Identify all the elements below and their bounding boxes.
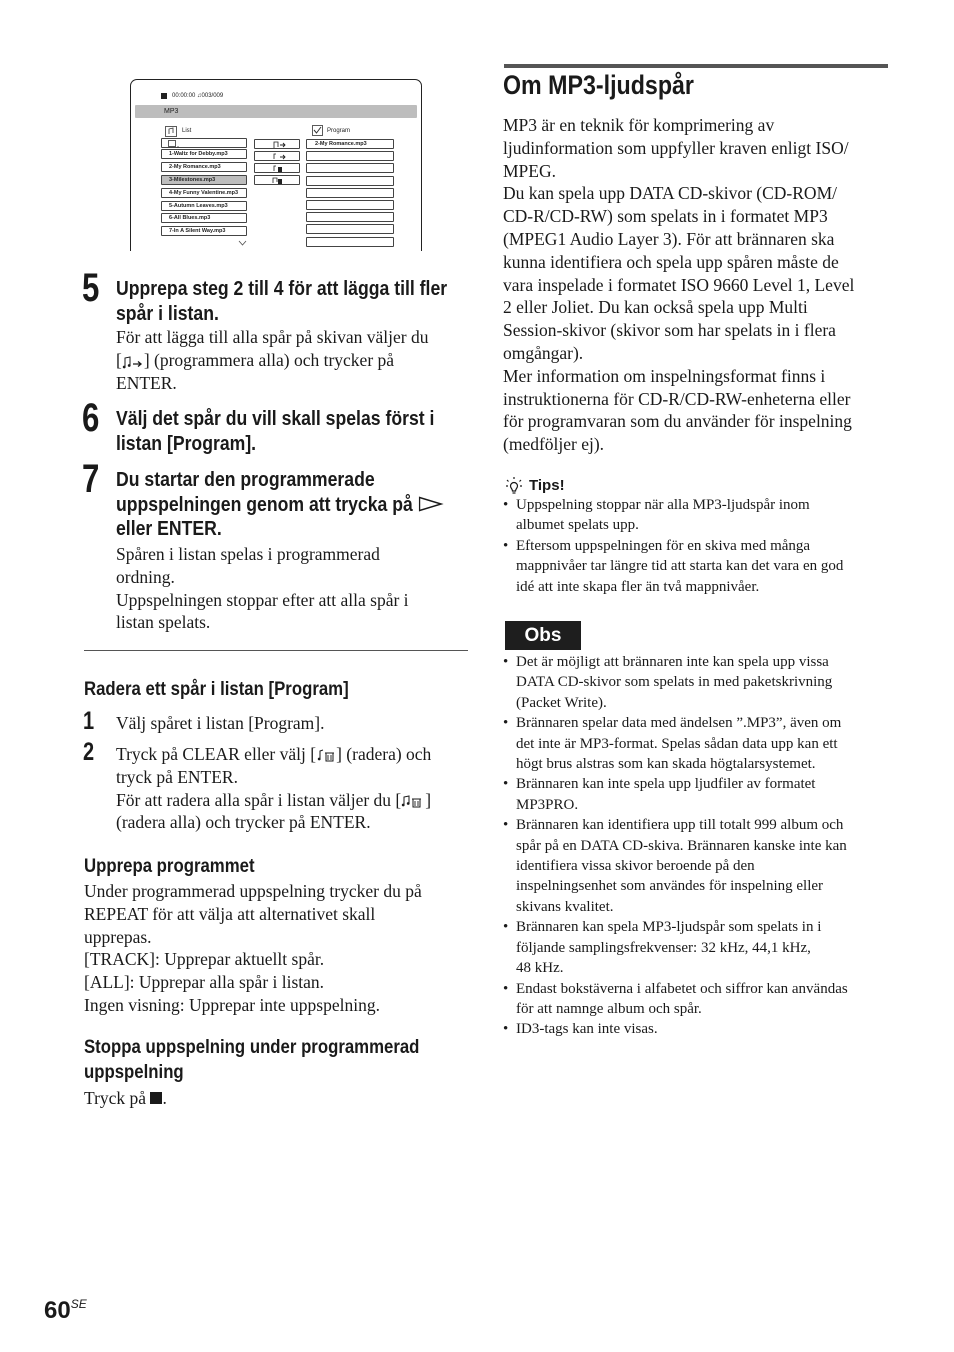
text-line: för programvaran som du använder för inspelning bbox=[503, 411, 852, 432]
list-item[interactable] bbox=[161, 162, 247, 172]
program-slot[interactable] bbox=[306, 188, 394, 198]
text-line: för att namnge album och spår. bbox=[516, 1000, 702, 1017]
text-line: • Eftersom uppspelningen för en skiva med många bbox=[516, 537, 811, 554]
section-body: Under programmerad uppspelning trycker du på REPEAT för att välja att alternativet skall upprepas. [TRACK]: Upprepar aktuellt spår. [ALL]: Upprepar alla spår i listan. Ingen visning: Upprepar inte uppspelning. bbox=[84, 881, 422, 1015]
text-line: spår på en DATA CD-skiva. Brännaren kanske inte kan bbox=[516, 837, 847, 854]
step-number: 5 bbox=[82, 266, 100, 310]
folder-up-icon bbox=[168, 140, 180, 148]
section-body: Tryck på . bbox=[84, 1088, 167, 1108]
page-number: $60^{SE}$ bbox=[44, 1297, 87, 1324]
text-line: • Brännaren kan spela MP3-ljudspår som spelats in i bbox=[516, 919, 822, 936]
text-line: idé att inte skapa fler än två mappnivåer. bbox=[516, 578, 760, 595]
bullet-item bbox=[503, 1019, 848, 1039]
bullet-item bbox=[503, 979, 848, 1020]
program-button[interactable] bbox=[254, 151, 300, 161]
text-line: DATA CD-skivor som spelats in med paketskrivning bbox=[516, 674, 833, 691]
bullet-item bbox=[503, 774, 848, 815]
program-all-icon bbox=[122, 355, 144, 369]
program-item-label: 2-My Romance.mp3 bbox=[315, 141, 367, 147]
section-heading: Upprepa programmet bbox=[84, 855, 255, 877]
text-line: MPEG. bbox=[503, 160, 556, 181]
note-icon bbox=[165, 126, 177, 137]
play-icon bbox=[418, 496, 444, 512]
page-title: Om MP3-ljudspår bbox=[503, 70, 694, 100]
step-title: Du startar den programmerade uppspelningen genom att trycka på eller ENTER. bbox=[116, 468, 444, 542]
text-line: • Brännaren spelar data med ändelsen ”.MP3”, även om bbox=[516, 715, 842, 732]
text-line: Session-skivor (skivor som har spelats in i flera bbox=[503, 320, 836, 341]
section-heading: Stoppa uppspelning under programmerad uppspelning bbox=[84, 1036, 420, 1083]
section-divider bbox=[84, 650, 468, 651]
text-line: omgångar). bbox=[503, 342, 584, 363]
text-line: Du kan spela upp DATA CD-skivor (CD-ROM/ bbox=[503, 183, 837, 204]
text-line: vara inspelade i formatet ISO 9660 Level 1, Level bbox=[503, 274, 855, 295]
checkbox-icon bbox=[312, 125, 323, 136]
status-readout: 00:00:00 ♫003/009 bbox=[172, 93, 224, 99]
tips-title: Tips! bbox=[529, 477, 565, 494]
list-item[interactable] bbox=[161, 175, 247, 185]
step-body: För att lägga till alla spår på skivan väljer du [ ] (programmera alla) och trycker på ENTER. bbox=[116, 327, 429, 393]
delete-icon bbox=[316, 747, 336, 763]
list-item-label: 3-Milestones.mp3 bbox=[169, 177, 216, 183]
text-line: följande samplingsfrekvenser: 32 kHz, 44,1 kHz, bbox=[516, 939, 811, 956]
text-line: • ID3-tags kan inte visas. bbox=[516, 1021, 658, 1038]
text-line: MP3 är en teknik för komprimering av bbox=[503, 115, 775, 135]
bullet-item bbox=[503, 815, 848, 917]
stop-icon bbox=[150, 1092, 162, 1104]
list-item-label: 4-My Funny Valentine.mp3 bbox=[169, 190, 239, 196]
text-line: identifiera vissa skivor beroende på den bbox=[516, 858, 755, 875]
text-line: högt brus alstras som kan skada högtalarsystemet. bbox=[516, 756, 816, 773]
list-item[interactable] bbox=[161, 226, 247, 236]
text-line: • Endast bokstäverna i alfabetet och siffror kan användas bbox=[516, 980, 848, 997]
substep-number: 1 bbox=[83, 707, 95, 735]
list-item[interactable] bbox=[161, 149, 247, 159]
list-item-label: 2-My Romance.mp3 bbox=[169, 164, 221, 170]
text-line: 48 kHz. bbox=[516, 960, 564, 977]
text-line: skivans kvalitet. bbox=[516, 898, 614, 915]
program-slot[interactable] bbox=[306, 139, 394, 149]
obs-badge: Obs bbox=[505, 621, 581, 650]
program-slot[interactable] bbox=[306, 200, 394, 210]
bullet-item bbox=[503, 652, 848, 713]
delete-icon bbox=[271, 165, 285, 173]
text-line: MP3PRO. bbox=[516, 796, 579, 813]
text-line: CD-R/CD-RW) som spelats in i formatet MP3 bbox=[503, 206, 828, 227]
program-title: Program bbox=[327, 128, 351, 134]
step-number: 7 bbox=[82, 457, 100, 501]
program-slot[interactable] bbox=[306, 176, 394, 186]
delete-all-icon bbox=[271, 177, 285, 185]
scroll-down-icon[interactable] bbox=[238, 240, 247, 246]
text-line: instruktionerna för CD-R/CD-RW-enheterna eller bbox=[503, 388, 851, 409]
bullet-item bbox=[503, 536, 843, 597]
text-line: • Uppspelning stoppar när alla MP3-ljudspår inom bbox=[516, 497, 810, 513]
program-slot[interactable] bbox=[306, 237, 394, 247]
section-heading: Radera ett spår i listan [Program] bbox=[84, 678, 349, 700]
folder-up-row[interactable] bbox=[161, 138, 247, 148]
tips-list bbox=[503, 495, 843, 597]
substep-text: Välj spåret i listan [Program]. bbox=[116, 713, 325, 733]
step-number: 6 bbox=[82, 396, 100, 440]
program-slot[interactable] bbox=[306, 212, 394, 222]
lightbulb-icon bbox=[505, 476, 523, 496]
step-title: Upprepa steg 2 till 4 för att lägga till fler spår i listan. bbox=[116, 277, 448, 325]
delete-all-icon bbox=[401, 793, 425, 809]
program-slot[interactable] bbox=[306, 163, 394, 173]
text-line: (Packet Write). bbox=[516, 694, 607, 711]
list-item-label: 5-Autumn Leaves.mp3 bbox=[169, 203, 228, 209]
delete-button[interactable] bbox=[254, 163, 300, 173]
list-item-label: 7-In A Silent Way.mp3 bbox=[169, 228, 226, 234]
text-line: det inte är MP3-format. Spelas sådan data upp kan ett bbox=[516, 735, 838, 752]
stop-icon bbox=[161, 93, 167, 99]
text-line: • Brännaren kan inte spela upp ljudfiler av formatet bbox=[516, 776, 816, 793]
text-line: inspelningsenhet som användes för inspelning eller bbox=[516, 878, 824, 895]
text-line: (medföljer ej). bbox=[503, 434, 605, 455]
substep-text: Tryck på CLEAR eller välj [ ] (radera) och tryck på ENTER. För att radera alla spår i listan väljer du [ ] (radera alla) och trycker på ENTER. bbox=[116, 744, 432, 833]
list-item[interactable] bbox=[161, 188, 247, 198]
step-body: Spåren i listan spelas i programmerad ordning. Uppspelningen stoppar efter att alla spår i listan spelats. bbox=[116, 544, 409, 633]
text-line: (MPEG1 Audio Layer 3). För att brännaren ska bbox=[503, 228, 835, 249]
program-all-button[interactable] bbox=[254, 139, 300, 149]
text-line: • Brännaren kan identifiera upp till totalt 999 album och bbox=[516, 817, 844, 834]
obs-list bbox=[503, 652, 848, 1040]
program-slot[interactable] bbox=[306, 151, 394, 161]
program-all-icon bbox=[271, 141, 287, 149]
text-line: mappnivåer tar längre tid att starta kan det vara en god bbox=[516, 558, 844, 575]
text-line: Mer information om inspelningsformat finns i bbox=[503, 365, 826, 386]
list-title: List bbox=[182, 128, 192, 134]
text-line: albumet spelats upp. bbox=[516, 517, 639, 534]
text-line: 2 eller Joliet. Du kan också spela upp Multi bbox=[503, 297, 808, 318]
mp3-program-screen bbox=[130, 79, 422, 251]
bullet-item bbox=[503, 495, 843, 536]
text-line: ljudinformation som uppfyller kraven enligt ISO/ bbox=[503, 137, 849, 158]
program-icon bbox=[271, 153, 287, 161]
mp3-body bbox=[503, 114, 854, 456]
substep-number: 2 bbox=[83, 738, 95, 766]
list-item[interactable] bbox=[161, 213, 247, 223]
mode-label: MP3 bbox=[164, 108, 179, 115]
list-item[interactable] bbox=[161, 201, 247, 211]
program-slot[interactable] bbox=[306, 224, 394, 234]
text-line: • Det är möjligt att brännaren inte kan spela upp vissa bbox=[516, 654, 829, 670]
text-line: kunna identifiera och spela upp spåren måste de bbox=[503, 251, 839, 272]
bullet-item bbox=[503, 917, 848, 978]
delete-all-button[interactable] bbox=[254, 175, 300, 185]
bullet-item bbox=[503, 713, 848, 774]
heading-rule bbox=[504, 64, 888, 68]
step-title: Välj det spår du vill skall spelas först i listan [Program]. bbox=[116, 407, 435, 455]
list-item-label: 1-Waltz for Debby.mp3 bbox=[169, 151, 228, 157]
list-item-label: 6-All Blues.mp3 bbox=[169, 215, 211, 221]
